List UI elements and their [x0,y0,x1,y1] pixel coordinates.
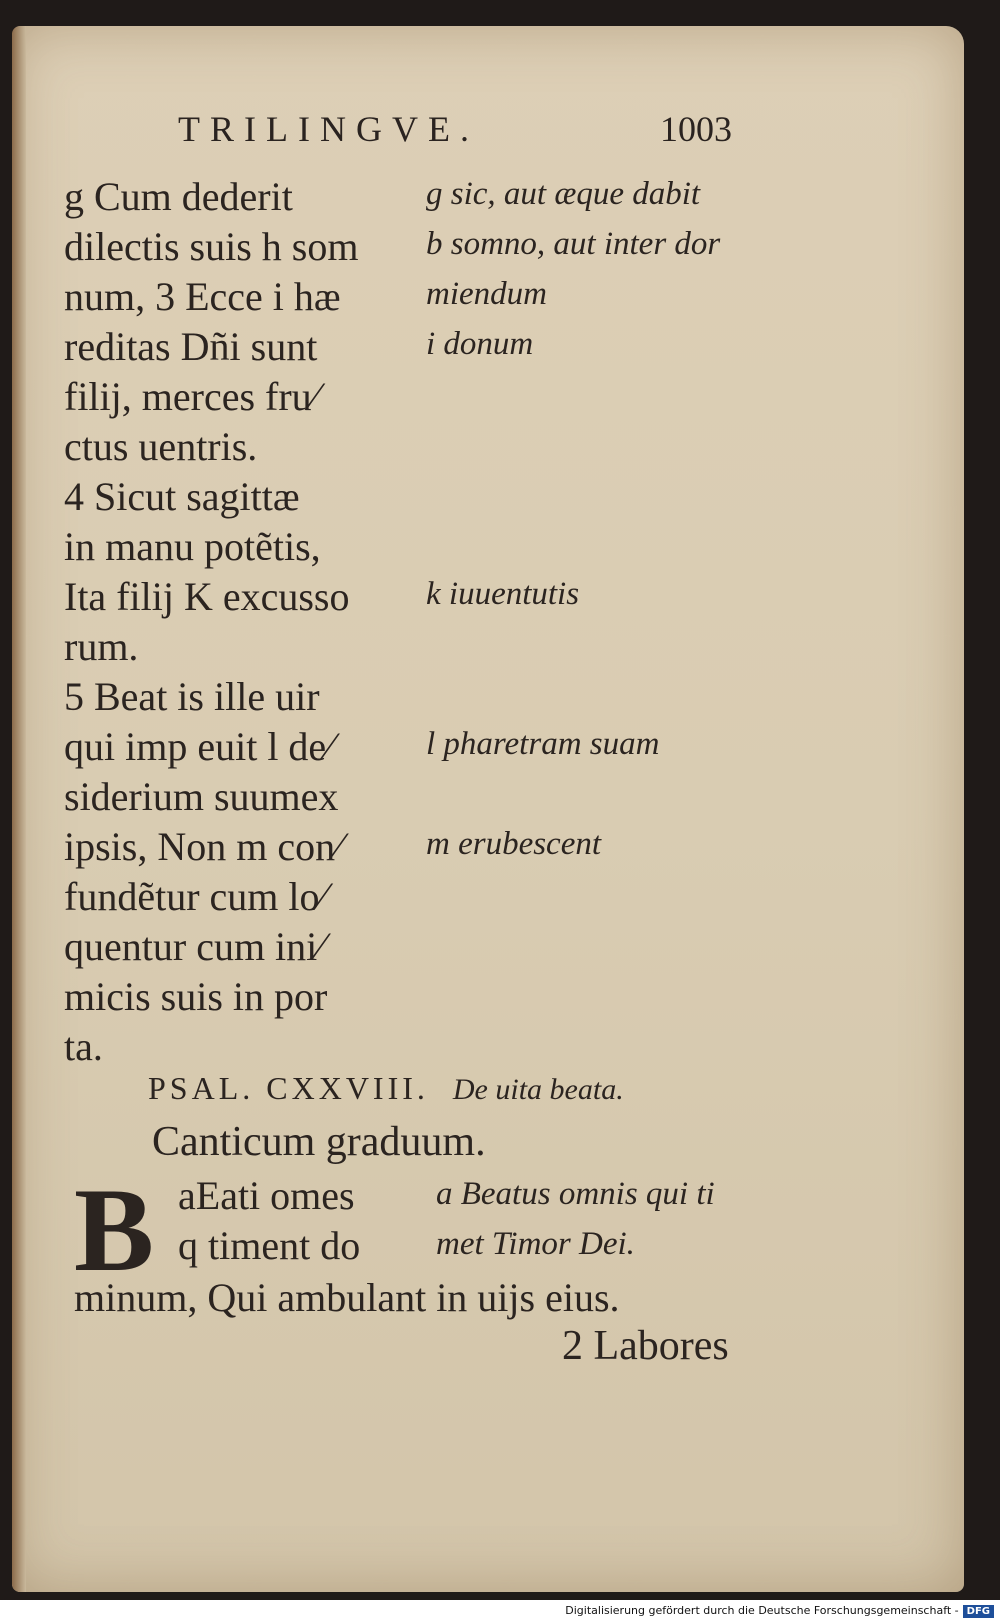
text-line: reditas Dñi sunt [64,324,318,369]
running-header [0,108,1000,154]
text-line: g Cum dederit [64,174,293,219]
marginal-gloss: a Beatus omnis qui ti [436,1176,715,1212]
canticle-title: Canticum graduum. [152,1119,486,1165]
marginal-gloss: i donum [426,326,534,362]
text-line: fundẽtur cum lo⁄ [64,874,327,919]
text-line: siderium suumex [64,774,339,819]
text-line: num, 3 Ecce i hæ [64,274,341,319]
text-line: 5 Beat is ille uir [64,674,320,719]
text-line: 4 Sicut sagittæ [64,474,300,519]
marginal-gloss: k iuuentutis [426,576,580,612]
marginal-gloss: miendum [426,276,547,312]
text-line: qui imp euit l de⁄ [64,724,333,769]
marginal-gloss: met Timor Dei. [436,1226,635,1262]
dfg-logo: DFG [963,1605,994,1618]
footer-credit: Digitalisierung gefördert durch die Deutsche Forschungsgemeinschaft - [565,1604,959,1617]
decorated-initial: B [74,1163,155,1296]
text-line: quentur cum ini⁄ [64,924,324,969]
digitization-footer [0,1600,1000,1622]
text-line: q timent do [178,1223,361,1268]
marginal-gloss: g sic, aut æque dabit [426,176,701,212]
text-line: filij, merces fru⁄ [64,374,319,419]
marginal-gloss: m erubescent [426,826,602,862]
marginal-gloss: l pharetram suam [426,726,660,762]
text-line: Ita filij K excusso [64,574,350,619]
text-line: ta. [64,1024,103,1069]
text-line: ctus uentris. [64,424,258,469]
marginal-gloss: b somno, aut inter dor [426,226,721,262]
text-line: micis suis in por [64,974,328,1019]
catchword: 2 Labores [562,1323,729,1369]
page-gutter [12,26,26,1592]
text-line: ipsis, Non m con⁄ [64,824,342,869]
text-line: dilectis suis h som [64,224,359,269]
psalm-subject: De uita beata. [452,1073,624,1106]
text-line: in manu potẽtis, [64,524,321,569]
psalm-heading [148,1070,828,1120]
main-text-column [64,172,404,1072]
text-line: rum. [64,624,139,669]
text-line: minum, Qui ambulant in uijs eius. [74,1275,620,1320]
text-line: aEati omes [178,1173,355,1218]
page-number: 1003 [660,109,732,149]
running-title: TRILINGVE. [178,109,479,149]
psalm-number: PSAL. CXXVIII. [148,1070,429,1106]
